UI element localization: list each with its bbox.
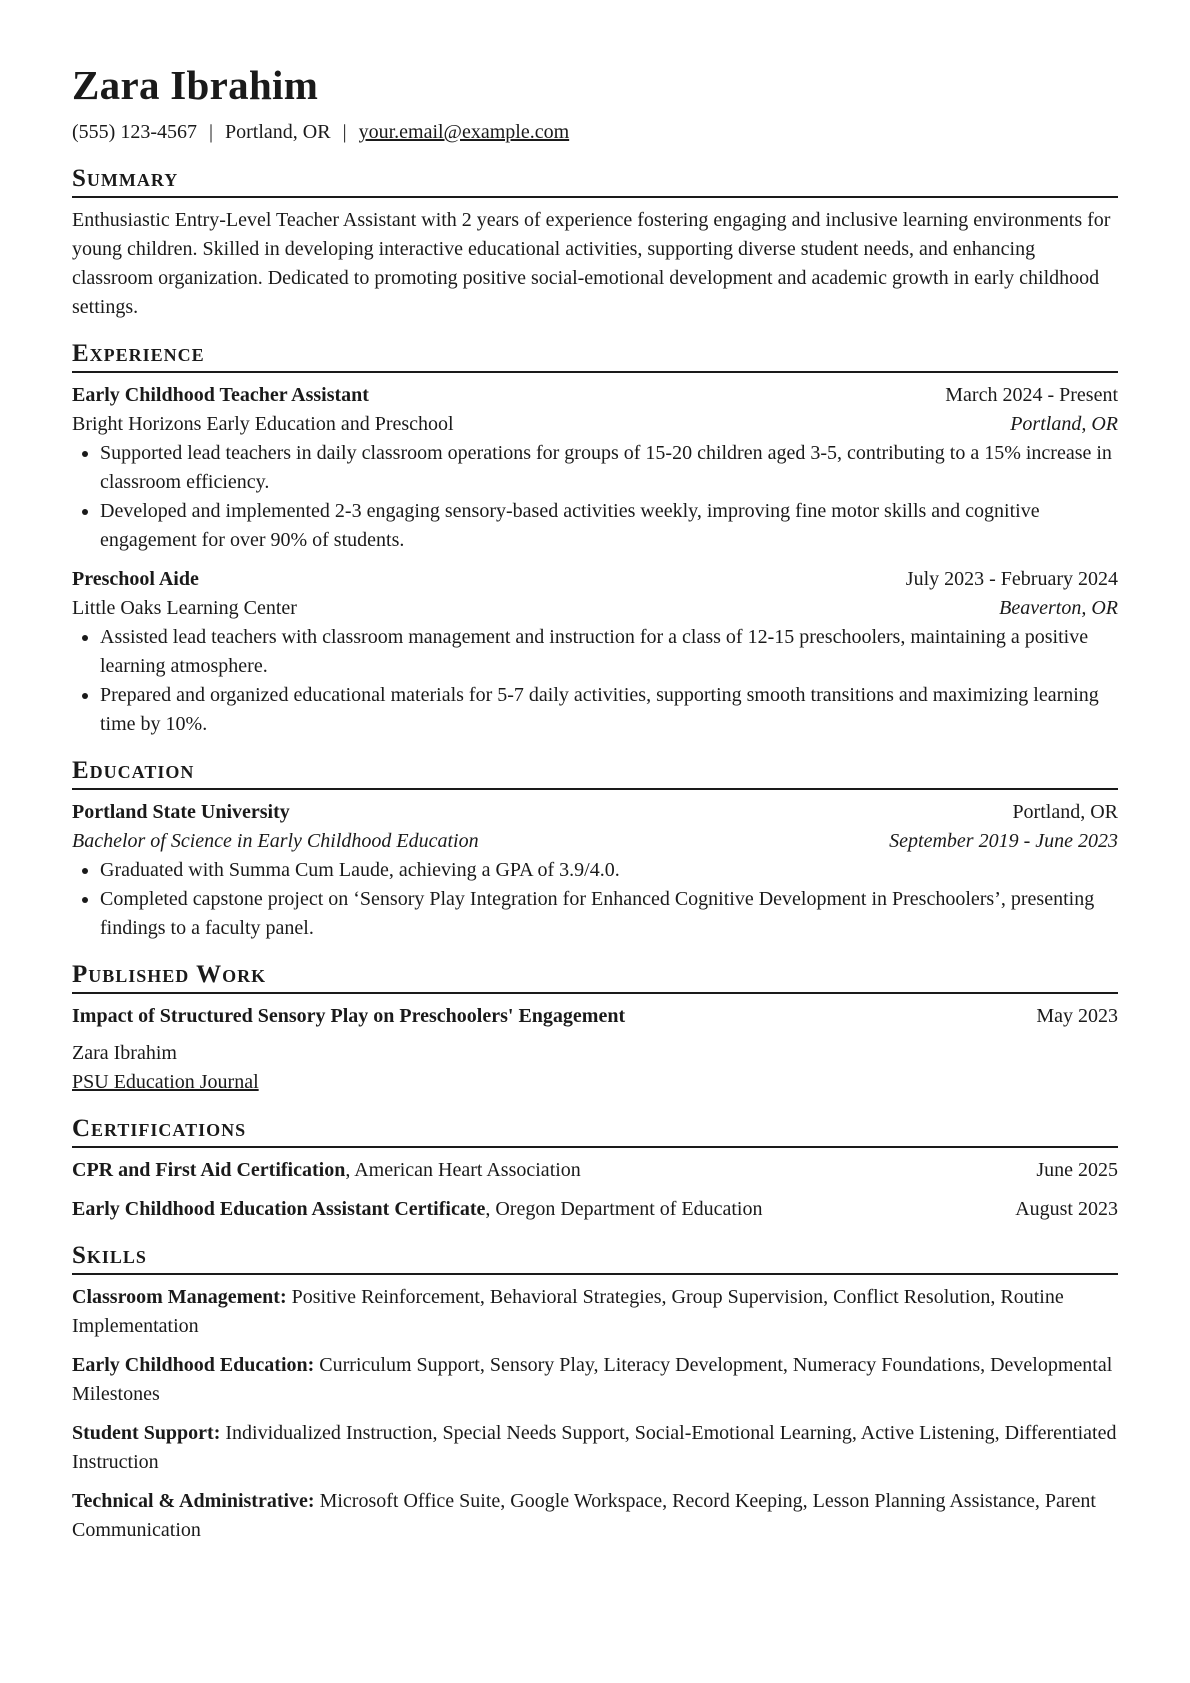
section-title-published-work: Published Work	[72, 961, 1118, 994]
education-section	[72, 757, 1118, 943]
summary-text: Enthusiastic Entry-Level Teacher Assistant with 2 years of experience fostering engaging and inclusive learning environments for young children. Skilled in developing interactive educational activities, supporting diverse student needs, and enhancing classroom organization. Dedicated to promoting positive social-emotional development and academic growth in early childhood settings.	[72, 209, 1111, 318]
publication-authors: Zara Ibrahim	[72, 1042, 177, 1064]
certification-name: CPR and First Aid Certification	[72, 1159, 346, 1181]
certification-item	[72, 1195, 1118, 1224]
section-title-education: Education	[72, 757, 1118, 790]
bullet-item: • Developed and implemented 2-3 engaging sensory-based activities weekly, improving fine motor skills and cognitive engagement for over 90% of students.	[100, 497, 1118, 555]
bullet-item: • Graduated with Summa Cum Laude, achieving a GPA of 3.9/4.0.	[100, 856, 1118, 885]
bullet-item: • Completed capstone project on ‘Sensory Play Integration for Enhanced Cognitive Development in Preschoolers’, presenting findings to a faculty panel.	[100, 885, 1118, 943]
school-location: Portland, OR	[1012, 801, 1118, 823]
job-role: Preschool Aide	[72, 568, 199, 590]
contact-separator: |	[208, 121, 213, 143]
skill-list: Curriculum Support, Sensory Play, Literacy Development, Numeracy Foundations, Developmental Milestones	[72, 1354, 1113, 1405]
skill-category: Early Childhood Education:	[72, 1354, 315, 1376]
job-bullets	[72, 439, 1118, 555]
degree: Bachelor of Science in Early Childhood Education	[72, 830, 479, 852]
education-dates: September 2019 - June 2023	[889, 830, 1118, 852]
job-dates: March 2024 - Present	[945, 384, 1118, 406]
skill-category: Student Support:	[72, 1422, 221, 1444]
certification-item	[72, 1156, 1118, 1185]
summary-section	[72, 165, 1118, 322]
bullet-item: • Assisted lead teachers with classroom management and instruction for a class of 12-15 preschoolers, maintaining a positive learning atmosphere.	[100, 623, 1118, 681]
job-organization: Little Oaks Learning Center	[72, 597, 297, 619]
skill-group	[72, 1351, 1118, 1409]
skill-list: Individualized Instruction, Special Needs Support, Social-Emotional Learning, Active Listening, Differentiated Instruction	[72, 1422, 1117, 1473]
job-entry	[72, 381, 1118, 555]
section-title-summary: Summary	[72, 165, 1118, 198]
skill-list: Microsoft Office Suite, Google Workspace, Record Keeping, Lesson Planning Assistance, Parent Communication	[72, 1490, 1096, 1541]
section-title-experience: Experience	[72, 340, 1118, 373]
section-title-skills: Skills	[72, 1242, 1118, 1275]
contact-separator: |	[342, 121, 347, 143]
candidate-name: Zara Ibrahim	[72, 62, 319, 108]
publication-title: Impact of Structured Sensory Play on Preschoolers' Engagement	[72, 1005, 626, 1027]
job-entry	[72, 565, 1118, 739]
certification-issuer: , Oregon Department of Education	[485, 1198, 763, 1220]
skill-list: Positive Reinforcement, Behavioral Strategies, Group Supervision, Conflict Resolution, Routine Implementation	[72, 1286, 1064, 1337]
job-organization: Bright Horizons Early Education and Preschool	[72, 413, 454, 435]
publication-venue-link[interactable]: PSU Education Journal	[72, 1071, 259, 1093]
skill-group	[72, 1487, 1118, 1545]
certifications-section	[72, 1115, 1118, 1224]
certification-name: Early Childhood Education Assistant Certificate	[72, 1198, 486, 1220]
published-work-section	[72, 961, 1118, 1097]
bullet-item: • Supported lead teachers in daily classroom operations for groups of 15-20 children aged 3-5, contributing to a 15% increase in classroom efficiency.	[100, 439, 1118, 497]
location: Portland, OR	[225, 121, 331, 143]
job-location: Beaverton, OR	[999, 597, 1118, 619]
job-dates: July 2023 - February 2024	[905, 568, 1118, 590]
job-location: Portland, OR	[1010, 413, 1118, 435]
job-bullets	[72, 623, 1118, 739]
skill-category: Classroom Management:	[72, 1286, 287, 1308]
job-role: Early Childhood Teacher Assistant	[72, 384, 369, 406]
email-link[interactable]: your.email@example.com	[358, 121, 570, 143]
contact-line	[72, 118, 1118, 147]
skills-section	[72, 1242, 1118, 1545]
skill-category: Technical & Administrative:	[72, 1490, 315, 1512]
experience-section	[72, 340, 1118, 739]
section-title-certifications: Certifications	[72, 1115, 1118, 1148]
bullet-item: • Prepared and organized educational materials for 5-7 daily activities, supporting smooth transitions and maximizing learning time by 10%.	[100, 681, 1118, 739]
certification-issuer: , American Heart Association	[345, 1159, 581, 1181]
skill-group	[72, 1419, 1118, 1477]
certification-date: June 2025	[1036, 1159, 1118, 1181]
education-bullets	[72, 856, 1118, 943]
phone-number: (555) 123-4567	[72, 121, 197, 143]
skill-group	[72, 1283, 1118, 1341]
certification-date: August 2023	[1015, 1198, 1118, 1220]
publication-date: May 2023	[1036, 1005, 1118, 1027]
school-name: Portland State University	[72, 801, 290, 823]
